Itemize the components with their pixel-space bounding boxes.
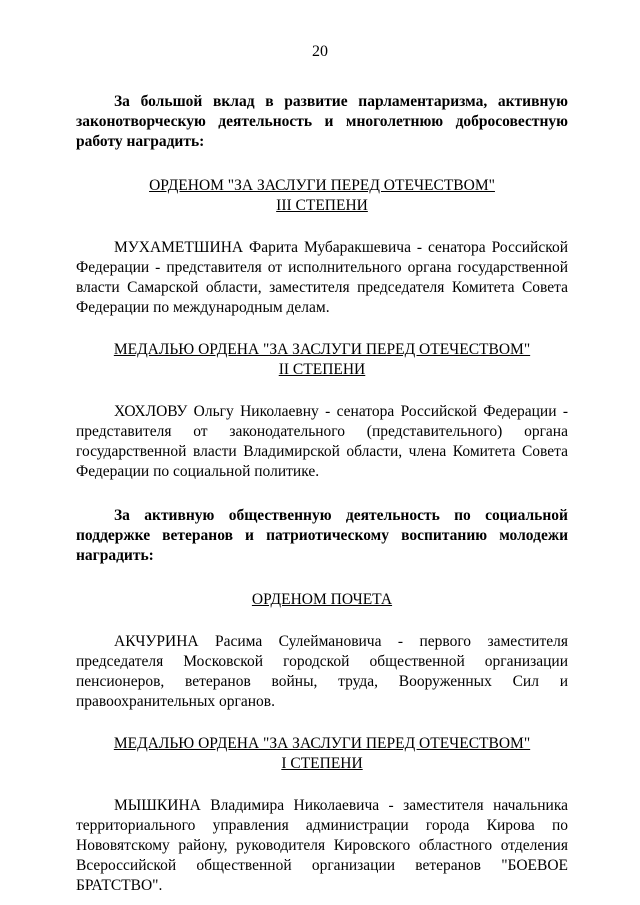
- award-title-degree: I СТЕПЕНИ: [281, 755, 363, 772]
- awardee-akchurin: АКЧУРИНА Расима Сулеймановича - первого заместителя председателя Московской городской общественной организации пенсионеров, ветеранов войны, труда, Вооруженных Сил и правоохранительных органов.: [76, 633, 568, 710]
- awardee-mukhametshin: МУХАМЕТШИНА Фарита Мубаракшевича - сенатора Российской Федерации - представителя от исполнительного органа государственной власти Самарской области, заместителя председателя Комитета Совета Федерации по международным делам.: [76, 239, 568, 316]
- document-body: [76, 92, 568, 896]
- award-title-degree: II СТЕПЕНИ: [278, 361, 366, 378]
- award-title-line: ОРДЕНОМ "ЗА ЗАСЛУГИ ПЕРЕД ОТЕЧЕСТВОМ": [149, 177, 495, 194]
- award-title-medal-merit-1: [76, 734, 568, 774]
- page-number: 20: [312, 43, 328, 60]
- award-title-degree: III СТЕПЕНИ: [276, 197, 368, 214]
- award-title-medal-merit-2: [76, 340, 568, 380]
- awardee-khokhlova: ХОХЛОВУ Ольгу Николаевну - сенатора Российской Федерации - представителя от законодательного (представительного) органа государственной власти Владимирской области, члена Комитета Совета Федерации по социальной политике.: [76, 403, 568, 480]
- award-title-order-honor: [76, 590, 568, 610]
- section1-intro: За большой вклад в развитие парламентаризма, активную законотворческую деятельность и многолетнюю добросовестную работу наградить:: [76, 93, 568, 150]
- awardee-myshkin: МЫШКИНА Владимира Николаевича - заместителя начальника территориального управления администрации города Кирова по Нововятскому району, руководителя Кировского областного отделения Всероссийской общественной организации ветеранов "БОЕВОЕ БРАТСТВО".: [76, 797, 568, 894]
- award-title-line: МЕДАЛЬЮ ОРДЕНА "ЗА ЗАСЛУГИ ПЕРЕД ОТЕЧЕСТВОМ": [113, 735, 531, 752]
- section2-intro: За активную общественную деятельность по социальной поддержке ветеранов и патриотическому воспитанию молодежи наградить:: [76, 507, 568, 564]
- award-title-line: МЕДАЛЬЮ ОРДЕНА "ЗА ЗАСЛУГИ ПЕРЕД ОТЕЧЕСТВОМ": [113, 341, 531, 358]
- award-title-line: ОРДЕНОМ ПОЧЕТА: [251, 591, 393, 608]
- award-title-order-merit-3: [76, 176, 568, 216]
